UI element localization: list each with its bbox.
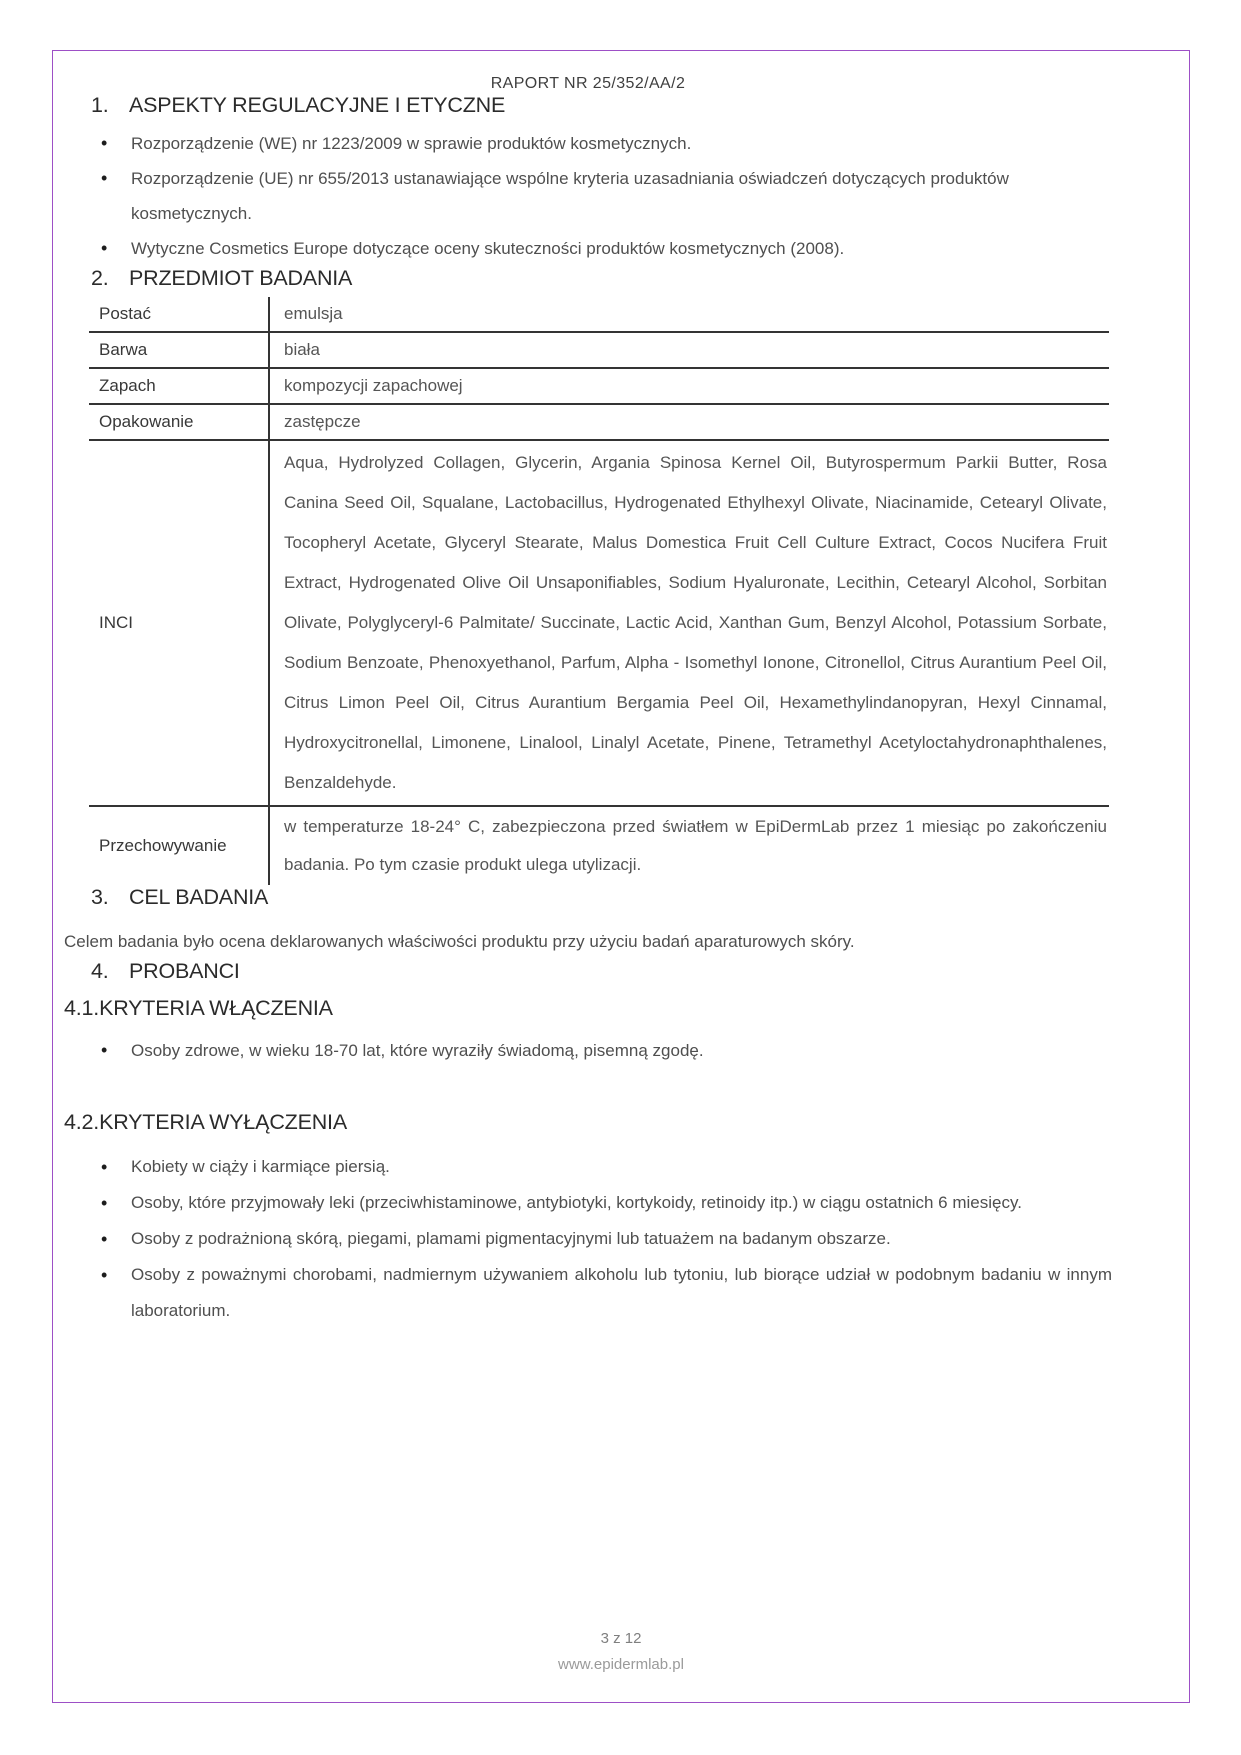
inclusion-criteria-list (64, 1033, 1112, 1068)
row-label: Przechowywanie (99, 836, 227, 855)
bullet-item: • Osoby zdrowe, w wieku 18-70 lat, które wyraziły świadomą, pisemną zgodę. (64, 1033, 1112, 1068)
table-row-storage (89, 807, 1109, 885)
section-1-heading (64, 93, 1112, 118)
section-4-heading (64, 959, 1112, 984)
report-number-header: RAPORT NR 25/352/AA/2 (490, 75, 686, 92)
bullet-item: • Osoby z podrażnioną skórą, piegami, plamami pigmentacyjnymi lub tatuażem na badanym obszarze. (64, 1221, 1112, 1257)
row-label: Postać (99, 304, 151, 323)
row-value: Aqua, Hydrolyzed Collagen, Glycerin, Argania Spinosa Kernel Oil, Butyrospermum Parkii Butter, Rosa Canina Seed Oil, Squalane, Lactobacillus, Hydrogenated Ethylhexyl Olivate, Niacinamide, Cetearyl Olivate, Tocopheryl Acetate, Glyceryl Stearate, Malus Domestica Fruit Cell Culture Extract, Cocos Nucifera Fruit Extract, Hydrogenated Olive Oil Unsaponifiables, Sodium Hyaluronate, Lecithin, Cetearyl Alcohol, Sorbitan Olivate, Polyglyceryl-6 Palmitate/ Succinate, Lactic Acid, Xanthan Gum, Benzyl Alcohol, Potassium Sorbate, Sodium Benzoate, Phenoxyethanol, Parfum, Alpha - Isomethyl Ionone, Citronellol, Citrus Aurantium Peel Oil, Citrus Limon Peel Oil, Citrus Aurantium Bergamia Peel Oil, Hexamethylindanopyran, Hexyl Cinnamal, Hydroxycitronellal, Limonene, Linalool, Linalyl Acetate, Pinene, Tetramethyl Acetyloctahydronaphthalenes, Benzaldehyde. (268, 441, 1109, 805)
row-label: INCI (99, 613, 133, 632)
page-border-frame (52, 50, 1190, 1703)
section-1-title: ASPEKTY REGULACYJNE I ETYCZNE (129, 93, 506, 117)
section-3-number: 3. (91, 885, 109, 909)
subsection-4-2-title: KRYTERIA WYŁĄCZENIA (99, 1110, 347, 1134)
section-1-number: 1. (91, 93, 109, 117)
bullet-item: • Rozporządzenie (UE) nr 655/2013 ustanawiające wspólne kryteria uzasadniania oświadczeń dotyczących produktów kosmetycznych. (64, 161, 1112, 231)
bullet-item: • Osoby, które przyjmowały leki (przeciwhistaminowe, antybiotyki, kortykoidy, retinoidy itp.) w ciągu ostatnich 6 miesięcy. (64, 1185, 1112, 1221)
page-footer (53, 1626, 1189, 1678)
exclusion-criteria-list (64, 1149, 1112, 1329)
section-4-title: PROBANCI (129, 959, 240, 983)
page-content (64, 51, 1112, 1329)
table-row (89, 297, 1109, 333)
subsection-4-2-heading (64, 1110, 1112, 1135)
page-number: 3 z 12 (600, 1630, 642, 1647)
bullet-item: • Osoby z poważnymi chorobami, nadmiernym używaniem alkoholu lub tytoniu, lub biorące udział w podobnym badaniu w innym laboratorium. (64, 1257, 1112, 1329)
row-value: biała (268, 333, 1109, 367)
bullet-item: • Wytyczne Cosmetics Europe dotyczące oceny skuteczności produktów kosmetycznych (2008). (64, 231, 1112, 266)
section-2-heading (64, 266, 1112, 291)
subsection-4-1-heading (64, 996, 1112, 1021)
section-4-number: 4. (91, 959, 109, 983)
section-3-title: CEL BADANIA (129, 885, 269, 909)
subsection-4-2-number: 4.2. (64, 1110, 100, 1134)
row-value: w temperaturze 18-24° C, zabezpieczona przed światłem w EpiDermLab przez 1 miesiąc po zakończeniu badania. Po tym czasie produkt ulega utylizacji. (268, 807, 1109, 885)
section-2-title: PRZEDMIOT BADANIA (129, 266, 353, 290)
row-value: emulsja (268, 297, 1109, 331)
subsection-4-1-title: KRYTERIA WŁĄCZENIA (99, 996, 333, 1020)
product-spec-table (89, 297, 1109, 885)
row-value: zastępcze (268, 405, 1109, 439)
regulatory-bullet-list (64, 126, 1112, 266)
table-row (89, 405, 1109, 441)
study-goal-paragraph: Celem badania było ocena deklarowanych właściwości produktu przy użyciu badań aparaturowych skóry. (64, 932, 855, 951)
section-2-number: 2. (91, 266, 109, 290)
website-url: www.epidermlab.pl (558, 1656, 684, 1673)
row-value: kompozycji zapachowej (268, 369, 1109, 403)
bullet-item: • Kobiety w ciąży i karmiące piersią. (64, 1149, 1112, 1185)
section-3-heading (64, 885, 1112, 910)
bullet-item: • Rozporządzenie (WE) nr 1223/2009 w sprawie produktów kosmetycznych. (64, 126, 1112, 161)
table-row-inci (89, 441, 1109, 807)
row-label: Opakowanie (99, 412, 194, 431)
subsection-4-1-number: 4.1. (64, 996, 100, 1020)
table-row (89, 333, 1109, 369)
row-label: Zapach (99, 376, 156, 395)
table-row (89, 369, 1109, 405)
row-label: Barwa (99, 340, 148, 359)
